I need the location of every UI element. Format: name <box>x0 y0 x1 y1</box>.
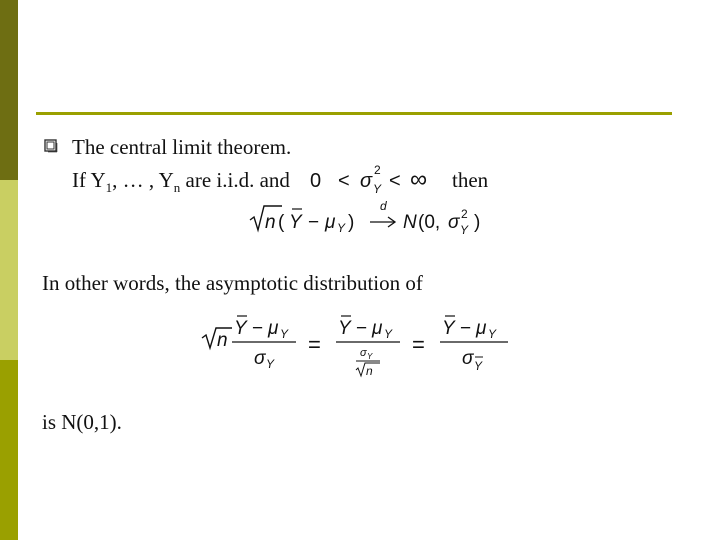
svg-text:(: ( <box>278 212 285 233</box>
svg-text:d: d <box>380 199 387 213</box>
svg-text:Y: Y <box>234 318 247 339</box>
svg-text:N: N <box>403 212 417 233</box>
left-band-bottom <box>0 360 18 540</box>
svg-text:−: − <box>460 318 472 339</box>
svg-text:σ: σ <box>360 170 373 192</box>
theorem-title: The central limit theorem. <box>72 135 292 159</box>
svg-text:Y: Y <box>266 357 275 371</box>
svg-text:∞: ∞ <box>410 166 428 193</box>
svg-text:Y: Y <box>289 212 302 233</box>
svg-text:Y: Y <box>442 318 455 339</box>
svg-text:Y: Y <box>373 182 382 196</box>
theorem-condition <box>72 170 290 194</box>
clt-convergence-formula <box>248 196 488 243</box>
svg-text:=: = <box>308 332 321 357</box>
svg-text:(0,: (0, <box>418 212 441 233</box>
svg-text:n: n <box>366 364 373 378</box>
svg-text:−: − <box>252 318 264 339</box>
svg-text:μ: μ <box>268 318 279 339</box>
svg-text:=: = <box>412 332 425 357</box>
paragraph-text: In other words, the asymptotic distribution of <box>42 271 423 295</box>
svg-text:Y: Y <box>367 352 373 361</box>
svg-text:−: − <box>356 318 368 339</box>
svg-text:<: < <box>389 170 401 192</box>
svg-text:μ: μ <box>372 318 383 339</box>
svg-text:σ: σ <box>448 212 460 233</box>
svg-text:σ: σ <box>254 348 266 369</box>
title-rule <box>36 112 672 115</box>
svg-text:Y: Y <box>337 221 346 235</box>
svg-text:n: n <box>265 212 276 233</box>
svg-text:Y: Y <box>488 327 497 341</box>
subscript-n: n <box>173 180 181 196</box>
conclusion-text: is N(0,1). <box>42 410 122 434</box>
left-band-middle <box>0 180 18 360</box>
svg-text:μ: μ <box>476 318 487 339</box>
svg-text:Y: Y <box>474 359 483 373</box>
then-word: then <box>452 168 489 192</box>
condition-prefix: If Y <box>72 168 106 192</box>
svg-text:2: 2 <box>374 163 381 177</box>
subscript-1: 1 <box>105 180 113 196</box>
svg-text:0: 0 <box>310 170 322 192</box>
svg-text:Y: Y <box>460 223 469 237</box>
svg-text:): ) <box>348 212 355 233</box>
svg-text:2: 2 <box>461 207 468 221</box>
condition-mid: , … , Y <box>112 168 174 192</box>
svg-text:Y: Y <box>384 327 393 341</box>
svg-text:−: − <box>308 212 320 233</box>
svg-text:μ: μ <box>325 212 336 233</box>
svg-text:σ: σ <box>360 347 367 359</box>
standardized-mean-formula <box>200 312 520 387</box>
svg-text:Y: Y <box>280 327 289 341</box>
svg-text:σ: σ <box>462 348 474 369</box>
svg-text:Y: Y <box>338 318 351 339</box>
svg-text:<: < <box>338 170 350 192</box>
left-band-top <box>0 0 18 180</box>
square-bullet-icon <box>44 139 58 153</box>
condition-suffix: are i.i.d. and <box>180 168 290 192</box>
svg-text:n: n <box>217 330 228 351</box>
svg-text:): ) <box>474 212 481 233</box>
